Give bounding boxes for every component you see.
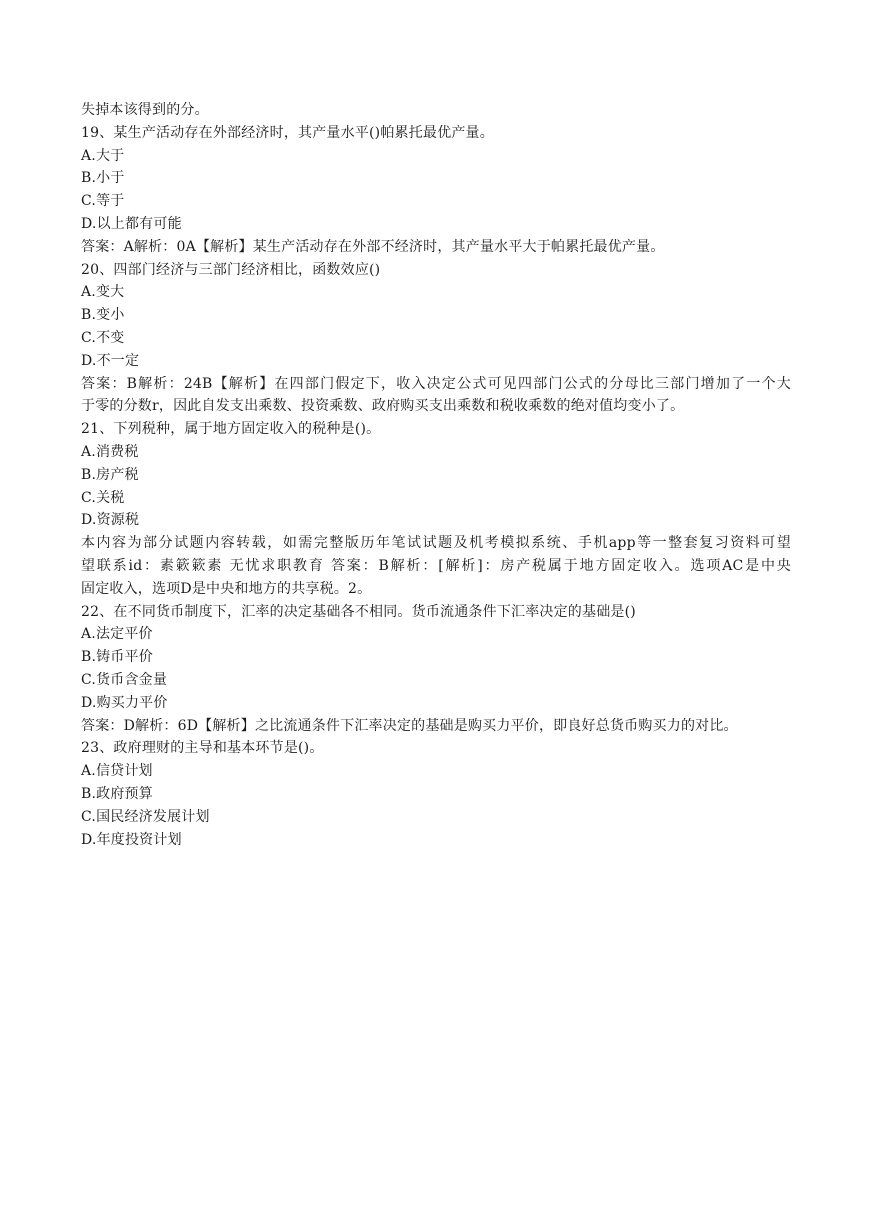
question-19: 19、某生产活动存在外部经济时，其产量水平()帕累托最优产量。 xyxy=(81,124,494,141)
option-d: D.资源税 xyxy=(81,512,140,529)
answer-21-line: 固定收入，选项D是中央和地方的共享税。2。 xyxy=(81,580,372,597)
option-a: A.信贷计划 xyxy=(81,763,153,780)
question-21: 21、下列税种，属于地方固定收入的税种是()。 xyxy=(81,421,381,438)
option-b: B.小于 xyxy=(81,170,125,187)
option-b: B.房产税 xyxy=(81,466,139,483)
option-d: D.购买力平价 xyxy=(81,694,168,711)
option-b: B.变小 xyxy=(81,307,125,324)
answer-20-line-2: 于零的分数r，因此自发支出乘数、投资乘数、政府购买支出乘数和税收乘数的绝对值均变小了。 xyxy=(81,398,685,415)
option-d: D.不一定 xyxy=(81,352,140,369)
notice-line-2: 望联系id：素簌簌素 无忧求职教育 答案：B解析：[解析]：房产税属于地方固定收入。选项AC是中央 xyxy=(81,557,791,574)
option-b: B.政府预算 xyxy=(81,785,153,802)
option-c: C.等于 xyxy=(81,193,125,210)
question-23: 23、政府理财的主导和基本环节是()。 xyxy=(81,740,324,757)
option-a: A.消费税 xyxy=(81,443,139,460)
answer-20-line-1: 答案：B解析：24B【解析】在四部门假定下，收入决定公式可见四部门公式的分母比三部门增加了一个大 xyxy=(81,375,791,392)
option-b: B.铸币平价 xyxy=(81,649,153,666)
option-c: C.国民经济发展计划 xyxy=(81,808,210,825)
option-a: A.大于 xyxy=(81,147,125,164)
answer-19: 答案：A解析：0A【解析】某生产活动存在外部不经济时，其产量水平大于帕累托最优产量。 xyxy=(81,238,665,255)
option-d: D.以上都有可能 xyxy=(81,215,182,232)
question-22: 22、在不同货币制度下，汇率的决定基础各不相同。货币流通条件下汇率决定的基础是() xyxy=(81,603,636,620)
text-line: 失掉本该得到的分。 xyxy=(81,102,209,118)
option-c: C.货币含金量 xyxy=(81,671,168,688)
answer-22: 答案：D解析：6D【解析】之比流通条件下汇率决定的基础是购买力平价，即良好总货币购买力的对比。 xyxy=(81,717,738,734)
option-d: D.年度投资计划 xyxy=(81,831,182,848)
option-c: C.不变 xyxy=(81,329,125,346)
option-a: A.法定平价 xyxy=(81,626,153,643)
document-page xyxy=(81,99,791,851)
question-20: 20、四部门经济与三部门经济相比，函数效应() xyxy=(81,261,381,278)
option-a: A.变大 xyxy=(81,284,125,301)
notice-line-1: 本内容为部分试题内容转载，如需完整版历年笔试试题及机考模拟系统、手机app等一整套复习资料可望 xyxy=(81,535,791,552)
option-c: C.关税 xyxy=(81,489,125,506)
